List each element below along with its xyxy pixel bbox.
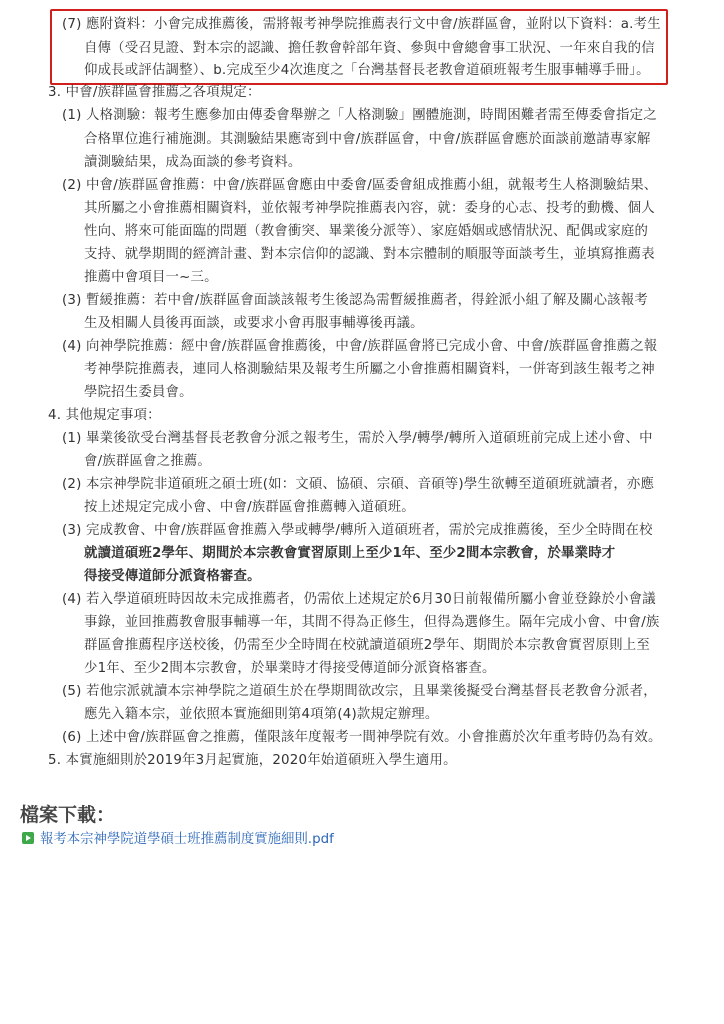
pdf-file-name[interactable]: 報考本宗神學院道學碩士班推薦制度實施細則.pdf xyxy=(40,832,334,847)
text-line: (5) 若他宗派就讀本宗神學院之道碩生於在學期間欲改宗，且畢業後擬受台灣基督長老教會分派者， xyxy=(62,684,657,699)
text-line: (2) 本宗神學院非道碩班之碩士班(如：文碩、協碩、宗碩、音碩等)學生欲轉至道碩班就讀者，亦應 xyxy=(62,477,655,492)
text-line: 得接受傳道師分派資格審查。 xyxy=(84,569,261,584)
text-line: (7) 應附資料：小會完成推薦後，需將報考神學院推薦表行文中會/族群區會，並附以下資料：a.考生 xyxy=(62,17,661,32)
text-line: 就讀道碩班2學年、期間於本宗教會實習原則上至少1年、至少2間本宗教會，於畢業時才 xyxy=(84,546,616,561)
text-line: 群區會推薦程序送校後，仍需至少全時間在校就讀道碩班2學年、期間於本宗教會實習原則上至 xyxy=(84,638,650,653)
text-line: 少1年、至少2間本宗教會，於畢業時才得接受傳道師分派資格審查。 xyxy=(84,661,496,676)
text-line: 應先入籍本宗，並依照本實施細則第4項第(4)款規定辦理。 xyxy=(84,707,439,722)
text-line: 自傳（受召見證、對本宗的認識、擔任教會幹部年資、參與中會總會事工狀況、一年來自我的信 xyxy=(84,41,655,56)
pdf-download-link[interactable] xyxy=(22,828,334,847)
text-line: (4) 向神學院推薦：經中會/族群區會推薦後，中會/族群區會將已完成小會、中會/族群區會推薦之報 xyxy=(62,339,658,354)
text-line: 推薦中會項目一~三。 xyxy=(84,270,218,285)
play-icon xyxy=(22,832,34,844)
text-line: 事錄，並回推薦教會服事輔導一年，其間不得為正修生，但得為選修生。隔年完成小會、中會/族 xyxy=(84,615,660,630)
text-line: (1) 畢業後欲受台灣基督長老教會分派之報考生，需於入學/轉學/轉所入道碩班前完成上述小會、中 xyxy=(62,431,653,446)
text-line: (4) 若入學道碩班時因故未完成推薦者，仍需依上述規定於6月30日前報備所屬小會並登錄於小會議 xyxy=(62,592,656,607)
text-line: 考神學院推薦表，連同人格測驗結果及報考生所屬之小會推薦相關資料，一併寄到該生報考之神 xyxy=(84,362,655,377)
text-line: 性向、將來可能面臨的問題（教會衝突、畢業後分派等）、家庭婚姻或感情狀況、配偶或家庭的 xyxy=(84,224,649,239)
section-heading: 4. 其他規定事項： xyxy=(48,408,161,423)
text-line: 讀測驗結果，成為面談的參考資料。 xyxy=(84,155,302,170)
text-line: (2) 中會/族群區會推薦：中會/族群區會應由中委會/區委會組成推薦小組，就報考生人格測驗結果、 xyxy=(62,178,658,193)
section-heading: 3. 中會/族群區會推薦之各項規定： xyxy=(48,85,261,100)
downloads-title: 檔案下載： xyxy=(20,804,116,826)
section-heading: 5. 本實施細則於2019年3月起實施，2020年始道碩班入學生適用。 xyxy=(48,753,457,768)
text-line: 支持、就學期間的經濟計畫、對本宗信仰的認識、對本宗體制的順服等面談考生，並填寫推薦表 xyxy=(84,247,655,262)
text-line: (1) 人格測驗：報考生應參加由傳委會舉辦之「人格測驗」團體施測，時間困難者需至傳委會指定之 xyxy=(62,108,657,123)
text-line: 生及相關人員後再面談，或要求小會再服事輔導後再議。 xyxy=(84,316,424,331)
text-line: (6) 上述中會/族群區會之推薦，僅限該年度報考一間神學院有效。小會推薦於次年重考時仍為有效。 xyxy=(62,730,662,745)
text-line: 按上述規定完成小會、中會/族群區會推薦轉入道碩班。 xyxy=(84,500,415,515)
text-line: (3) 完成教會、中會/族群區會推薦入學或轉學/轉所入道碩班者，需於完成推薦後，至少全時間在校 xyxy=(62,523,653,538)
text-line: 仰成長或評估調整）、b.完成至少4次進度之「台灣基督長老教會道碩班報考生服事輔導手冊」。 xyxy=(84,63,650,78)
text-line: 其所屬之小會推薦相關資料，並依報考神學院推薦表內容，就：委身的心志、投考的動機、個人 xyxy=(84,201,655,216)
text-line: 合格單位進行補施測。其測驗結果應寄到中會/族群區會，中會/族群區會應於面談前邀請專家解 xyxy=(84,132,651,147)
text-line: (3) 暫緩推薦：若中會/族群區會面談該報考生後認為需暫緩推薦者，得銓派小組了解及關心該報考 xyxy=(62,293,648,308)
text-line: 學院招生委員會。 xyxy=(84,385,193,400)
text-line: 會/族群區會之推薦。 xyxy=(84,454,212,469)
